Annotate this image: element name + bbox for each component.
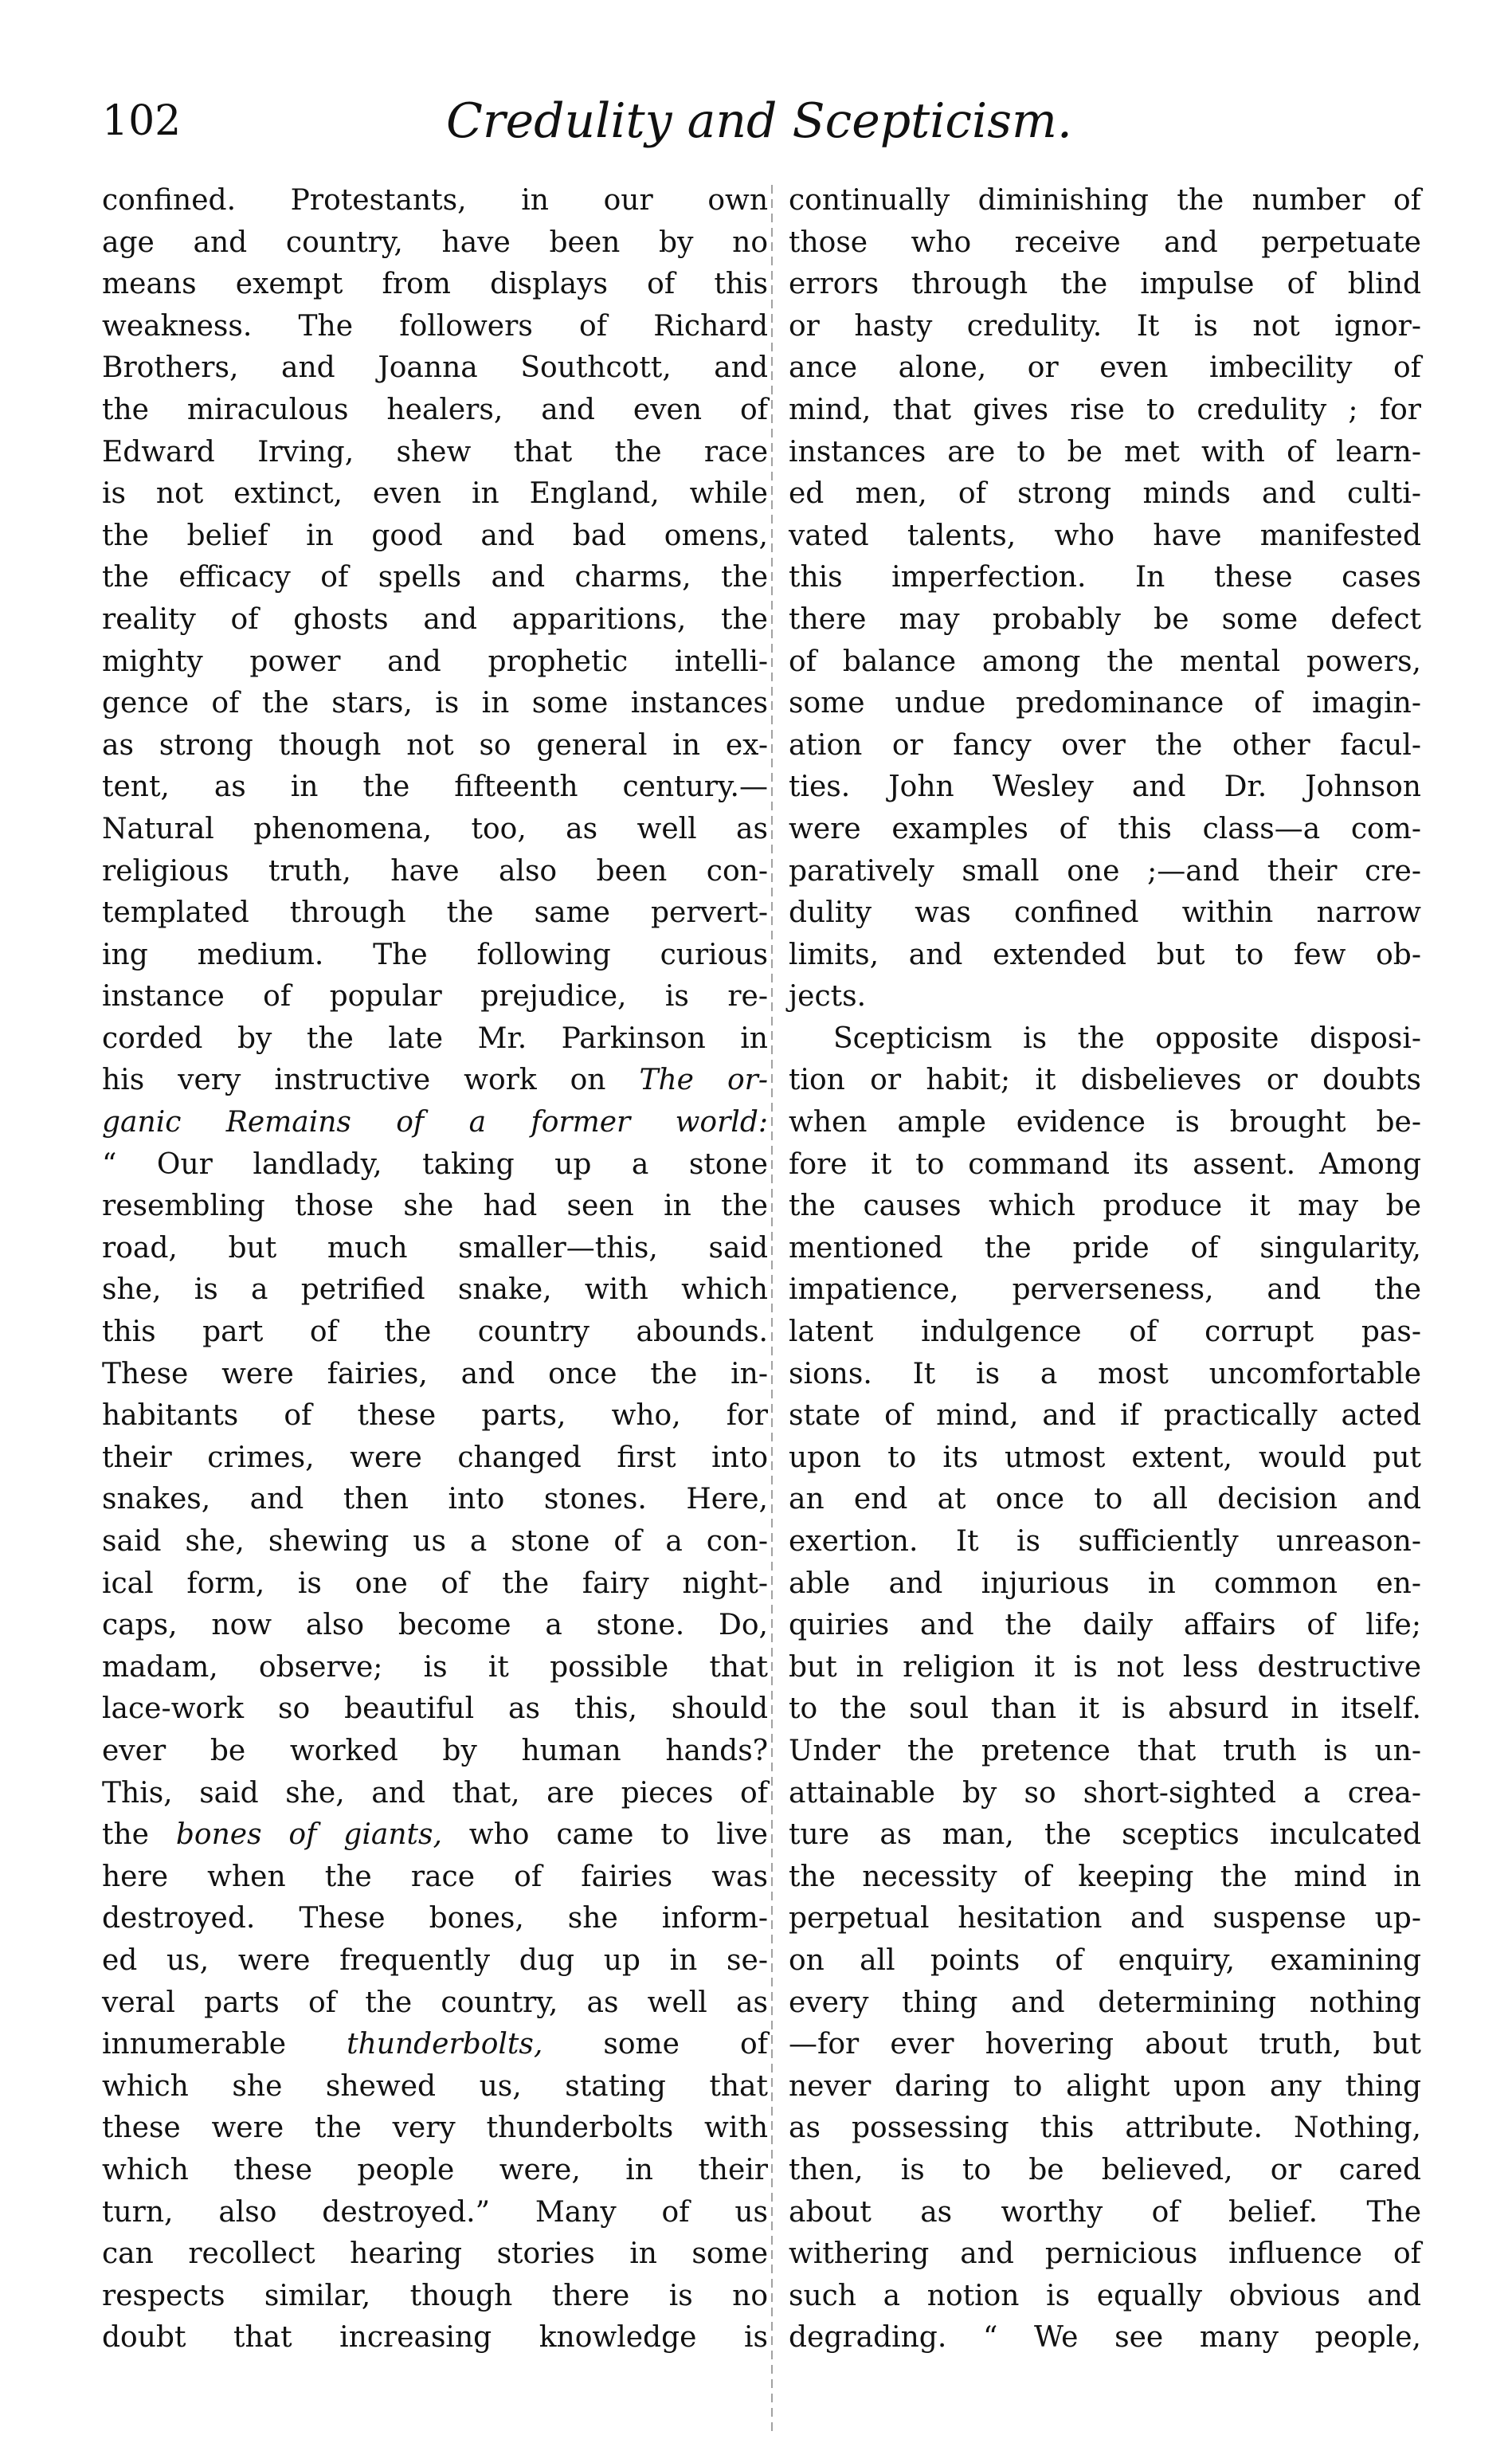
text-line: ed us, were frequently dug up in se- bbox=[102, 1943, 768, 1977]
text-line: respects similar, though there is no bbox=[102, 2279, 768, 2312]
text-run: the bbox=[102, 1818, 149, 1852]
page-number: 102 bbox=[102, 97, 182, 145]
column-divider bbox=[771, 185, 773, 2432]
text-line: impatience, perverseness, and the bbox=[789, 1273, 1421, 1307]
left-column bbox=[102, 180, 768, 2359]
text-line bbox=[102, 2024, 768, 2066]
text-line: These were fairies, and once the in- bbox=[102, 1357, 768, 1390]
page-header bbox=[102, 89, 1416, 153]
text-line: ance alone, or even imbecility of bbox=[789, 351, 1421, 385]
text-line bbox=[102, 1060, 768, 1102]
text-line: but in religion it is not less destructive bbox=[789, 1650, 1421, 1684]
text-line bbox=[102, 1814, 768, 1857]
text-line: religious truth, have also been con- bbox=[102, 854, 768, 888]
text-line: is not extinct, even in England, while bbox=[102, 477, 768, 511]
text-line: habitants of these parts, who, for bbox=[102, 1399, 768, 1433]
text-line: confined. Protestants, in our own bbox=[102, 184, 768, 217]
text-line: Natural phenomena, too, as well as bbox=[102, 812, 768, 845]
text-line: dulity was confined within narrow bbox=[789, 896, 1421, 930]
text-line: said she, shewing us a stone of a con- bbox=[102, 1525, 768, 1558]
text-line: errors through the impulse of blind bbox=[789, 268, 1421, 301]
text-line: ation or fancy over the other facul- bbox=[789, 728, 1421, 762]
text-line: “ Our landlady, taking up a stone bbox=[102, 1147, 768, 1181]
text-line: which she shewed us, stating that bbox=[102, 2069, 768, 2103]
text-run: his very instructive work on bbox=[102, 1064, 606, 1097]
text-line: the causes which produce it may be bbox=[789, 1190, 1421, 1223]
text-line: exertion. It is sufficiently unreason- bbox=[789, 1525, 1421, 1558]
text-line: this imperfection. In these cases bbox=[789, 561, 1421, 594]
text-line: as possessing this attribute. Nothing, bbox=[789, 2112, 1421, 2145]
text-line: such a notion is equally obvious and bbox=[789, 2279, 1421, 2312]
text-line: ed men, of strong minds and culti- bbox=[789, 477, 1421, 511]
text-line: some undue predominance of imagin- bbox=[789, 687, 1421, 720]
text-line: then, is to be believed, or cared bbox=[789, 2153, 1421, 2186]
text-line: This, said she, and that, are pieces of bbox=[102, 1776, 768, 1810]
text-line: or hasty credulity. It is not ignor- bbox=[789, 309, 1421, 343]
text-line: when ample evidence is brought be- bbox=[789, 1106, 1421, 1139]
text-line: about as worthy of belief. The bbox=[789, 2195, 1421, 2229]
text-line: road, but much smaller—this, said bbox=[102, 1231, 768, 1265]
text-line: ture as man, the sceptics inculcated bbox=[789, 1818, 1421, 1852]
text-run: some of bbox=[603, 2028, 769, 2061]
text-line: gence of the stars, is in some instances bbox=[102, 687, 768, 720]
text-line: fore it to command its assent. Among bbox=[789, 1147, 1421, 1181]
text-line: veral parts of the country, as well as bbox=[102, 1986, 768, 2019]
text-line: ganic Remains of a former world: bbox=[102, 1106, 768, 1139]
italic-run: bones of giants, bbox=[175, 1818, 442, 1852]
text-line: turn, also destroyed.” Many of us bbox=[102, 2195, 768, 2229]
text-line: here when the race of fairies was bbox=[102, 1860, 768, 1893]
text-run: who came to live bbox=[468, 1818, 768, 1852]
text-line: quiries and the daily affairs of life; bbox=[789, 1609, 1421, 1642]
text-line: can recollect hearing stories in some bbox=[102, 2237, 768, 2271]
text-line: which these people were, in their bbox=[102, 2153, 768, 2186]
text-line: the belief in good and bad omens, bbox=[102, 519, 768, 552]
text-line: doubt that increasing knowledge is bbox=[102, 2321, 768, 2355]
text-line: madam, observe; is it possible that bbox=[102, 1650, 768, 1684]
text-line: caps, now also become a stone. Do, bbox=[102, 1609, 768, 1642]
text-line: mighty power and prophetic intelli- bbox=[102, 645, 768, 678]
text-line: sions. It is a most uncomfortable bbox=[789, 1357, 1421, 1390]
text-run: innumerable bbox=[102, 2028, 287, 2061]
text-line: these were the very thunderbolts with bbox=[102, 2112, 768, 2145]
text-line: ties. John Wesley and Dr. Johnson bbox=[789, 771, 1421, 804]
text-line: templated through the same pervert- bbox=[102, 896, 768, 930]
text-line: the necessity of keeping the mind in bbox=[789, 1860, 1421, 1893]
text-line: jects. bbox=[789, 980, 867, 1014]
text-line: vated talents, who have manifested bbox=[789, 519, 1421, 552]
text-line: perpetual hesitation and suspense up- bbox=[789, 1902, 1421, 1935]
text-line: to the soul than it is absurd in itself. bbox=[789, 1692, 1421, 1726]
text-line: limits, and extended but to few ob- bbox=[789, 938, 1421, 971]
text-line: as strong though not so general in ex- bbox=[102, 728, 768, 762]
running-title: Credulity and Scepticism. bbox=[446, 93, 1072, 149]
text-line: the efficacy of spells and charms, the bbox=[102, 561, 768, 594]
text-line: tent, as in the fifteenth century.— bbox=[102, 771, 768, 804]
text-line: the miraculous healers, and even of bbox=[102, 393, 768, 426]
text-line: never daring to alight upon any thing bbox=[789, 2069, 1421, 2103]
text-line: continually diminishing the number of bbox=[789, 184, 1421, 217]
text-line: every thing and determining nothing bbox=[789, 1986, 1421, 2019]
text-line: this part of the country abounds. bbox=[102, 1316, 768, 1349]
text-line: on all points of enquiry, examining bbox=[789, 1943, 1421, 1977]
text-line: ever be worked by human hands? bbox=[102, 1734, 768, 1767]
text-line: weakness. The followers of Richard bbox=[102, 309, 768, 343]
text-line: their crimes, were changed first into bbox=[102, 1441, 768, 1474]
text-line: ical form, is one of the fairy night- bbox=[102, 1567, 768, 1600]
italic-run: The or- bbox=[639, 1064, 768, 1097]
text-line: snakes, and then into stones. Here, bbox=[102, 1483, 768, 1516]
text-line: resembling those she had seen in the bbox=[102, 1190, 768, 1223]
text-line: Brothers, and Joanna Southcott, and bbox=[102, 351, 768, 385]
text-line: instance of popular prejudice, is re- bbox=[102, 980, 768, 1014]
text-line: able and injurious in common en- bbox=[789, 1567, 1421, 1600]
text-line: mentioned the pride of singularity, bbox=[789, 1231, 1421, 1265]
italic-run: thunderbolts, bbox=[347, 2028, 543, 2061]
text-line: attainable by so short-sighted a crea- bbox=[789, 1776, 1421, 1810]
text-line: lace-work so beautiful as this, should bbox=[102, 1692, 768, 1726]
text-line: an end at once to all decision and bbox=[789, 1483, 1421, 1516]
text-line: corded by the late Mr. Parkinson in bbox=[102, 1022, 768, 1055]
text-line: means exempt from displays of this bbox=[102, 268, 768, 301]
text-line: Edward Irving, shew that the race bbox=[102, 435, 768, 469]
text-line: upon to its utmost extent, would put bbox=[789, 1441, 1421, 1474]
text-line: withering and pernicious influence of bbox=[789, 2237, 1421, 2271]
right-column bbox=[789, 180, 1421, 2359]
text-line: ing medium. The following curious bbox=[102, 938, 768, 971]
text-line: instances are to be met with of learn- bbox=[789, 435, 1421, 469]
text-line: there may probably be some defect bbox=[789, 602, 1421, 636]
text-line: Under the pretence that truth is un- bbox=[789, 1734, 1421, 1767]
text-line: degrading. “ We see many people, bbox=[789, 2321, 1421, 2355]
text-line: paratively small one ;—and their cre- bbox=[789, 854, 1421, 888]
text-line: reality of ghosts and apparitions, the bbox=[102, 602, 768, 636]
text-line: she, is a petrified snake, with which bbox=[102, 1273, 768, 1307]
text-line: those who receive and perpetuate bbox=[789, 225, 1421, 259]
text-line: mind, that gives rise to credulity ; for bbox=[789, 393, 1421, 426]
text-line: age and country, have been by no bbox=[102, 225, 768, 259]
text-line: latent indulgence of corrupt pas- bbox=[789, 1316, 1421, 1349]
text-line: —for ever hovering about truth, but bbox=[789, 2028, 1421, 2061]
text-line: Scepticism is the opposite disposi- bbox=[833, 1022, 1421, 1055]
text-line: were examples of this class—a com- bbox=[789, 812, 1421, 845]
text-line: destroyed. These bones, she inform- bbox=[102, 1902, 768, 1935]
text-line: tion or habit; it disbelieves or doubts bbox=[789, 1064, 1421, 1097]
text-line: of balance among the mental powers, bbox=[789, 645, 1421, 678]
text-line: state of mind, and if practically acted bbox=[789, 1399, 1421, 1433]
